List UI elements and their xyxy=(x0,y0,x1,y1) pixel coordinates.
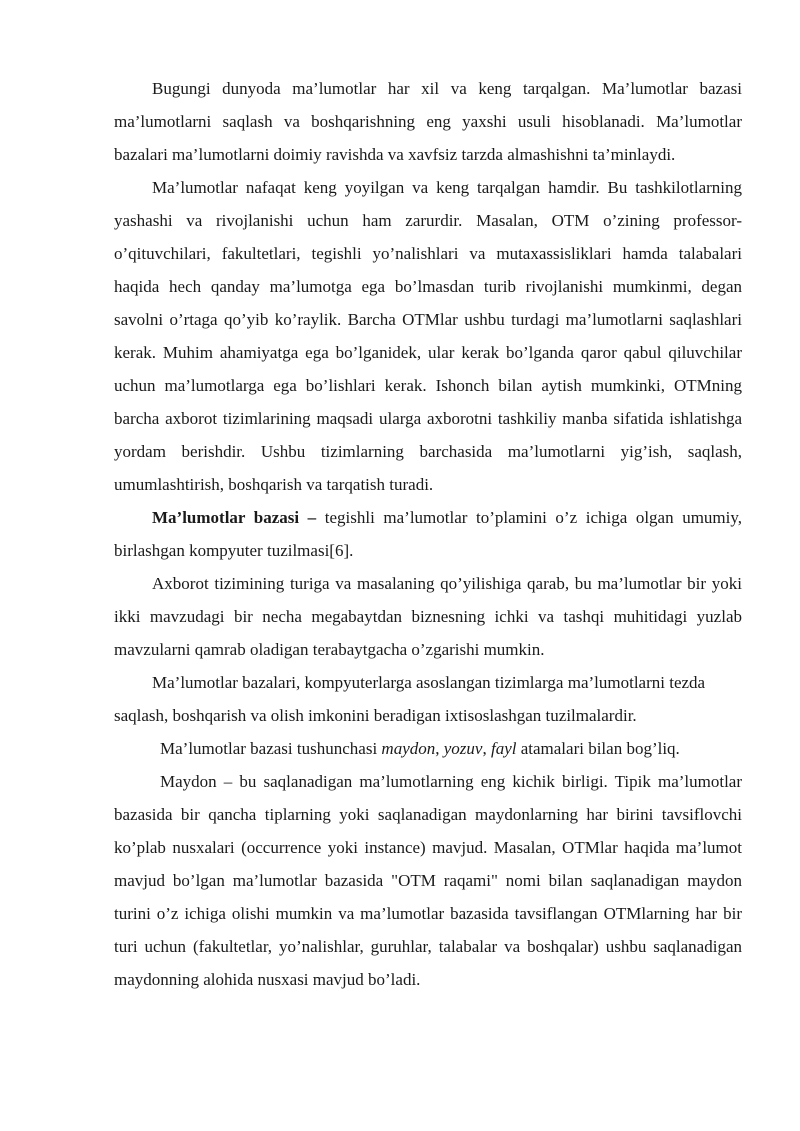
definition-text: tegishli ma’lumotlar to’plamini o’z ichiga olgan umumiy, birlashgan kompyuter tuzilmasi[6]. xyxy=(114,508,743,560)
definition-term: Ma’lumotlar bazasi – xyxy=(152,508,317,527)
term-fayl: fayl xyxy=(490,739,517,758)
concepts-tail: atamalari bilan bog’liq. xyxy=(516,739,680,758)
concepts-lead: Ma’lumotlar bazasi tushunchasi xyxy=(160,739,382,758)
term-maydon: maydon xyxy=(381,739,436,758)
paragraph-concepts xyxy=(114,732,742,765)
paragraph-definition xyxy=(114,501,742,567)
paragraph-importance: Ma’lumotlar nafaqat keng yoyilgan va keng tarqalgan hamdir. Bu tashkilotlarning yashashi va rivojlanishi uchun ham zarurdir. Masalan, OTM o’zining professor-o’qituvchilari, fakultetlari, tegishli yo’nalishlari va mutaxassisliklari hamda talabalari haqida hech qanday ma’lumotga ega bo’lmasdan turib rivojlanishi mumkinmi, degan savolni o’rtaga qo’yib ko’raylik. Barcha OTMlar ushbu turdagi ma’lumotlarni saqlashlari kerak. Muhim ahamiyatga ega bo’lganidek, ular kerak bo’lganda qaror qabul qiluvchilar uchun ma’lumotlarga ega bo’lishlari kerak. Ishonch bilan aytish mumkinki, OTMning barcha axborot tizimlarining maqsadi ularga axborotni tashkiliy manba sifatida ishlatishga yordam berishdir. Ushbu tizimlarning barchasida ma’lumotlarni yig’ish, saqlash, umumlashtirish, boshqarish va tarqatish turadi. xyxy=(114,178,742,494)
term-yozuv: yozuv xyxy=(443,739,483,758)
concepts-sep-2: , xyxy=(482,739,491,758)
paragraph-size-range: Axborot tizimining turiga va masalaning qo’yilishiga qarab, bu ma’lumotlar bir yoki ikki mavzudagi bir necha megabaytdan biznesning ichki va tashqi muhitidagi yuzlab mavzularni qamrab oladigan terabaytgacha o’zgarishi mumkin. xyxy=(114,574,742,659)
paragraph-field: Maydon – bu saqlanadigan ma’lumotlarning eng kichik birligi. Tipik ma’lumotlar bazasida bir qancha tiplarning yoki saqlanadigan maydonlarning har birini tavsiflovchi ko’plab nusxalari (occurrence yoki instance) mavjud. Masalan, OTMlar haqida ma’lumot mavjud bo’lgan ma’lumotlar bazasida "OTM raqami" nomi bilan saqlanadigan maydon turini o’z ichiga olishi mumkin va ma’lumotlar bazasida tavsiflangan OTMlarning har bir turi uchun (fakultetlar, yo’nalishlar, guruhlar, talabalar va boshqalar) ushbu saqlanadigan maydonning alohida nusxasi mavjud bo’ladi. xyxy=(114,772,742,989)
paragraph-intro: Bugungi dunyoda ma’lumotlar har xil va keng tarqalgan. Ma’lumotlar bazasi ma’lumotlarni saqlash va boshqarishning eng yaxshi usuli hisoblanadi. Ma’lumotlar bazalari ma’lumotlarni doimiy ravishda va xavfsiz tarzda almashishni ta’minlaydi. xyxy=(114,79,742,164)
document-page xyxy=(114,72,742,996)
paragraph-structures: Ma’lumotlar bazalari, kompyuterlarga asoslangan tizimlarga ma’lumotlarni tezda saqlash, boshqarish va olish imkonini beradigan ixtisoslashgan tuzilmalardir. xyxy=(114,673,706,725)
concepts-sep-1: , xyxy=(435,739,444,758)
